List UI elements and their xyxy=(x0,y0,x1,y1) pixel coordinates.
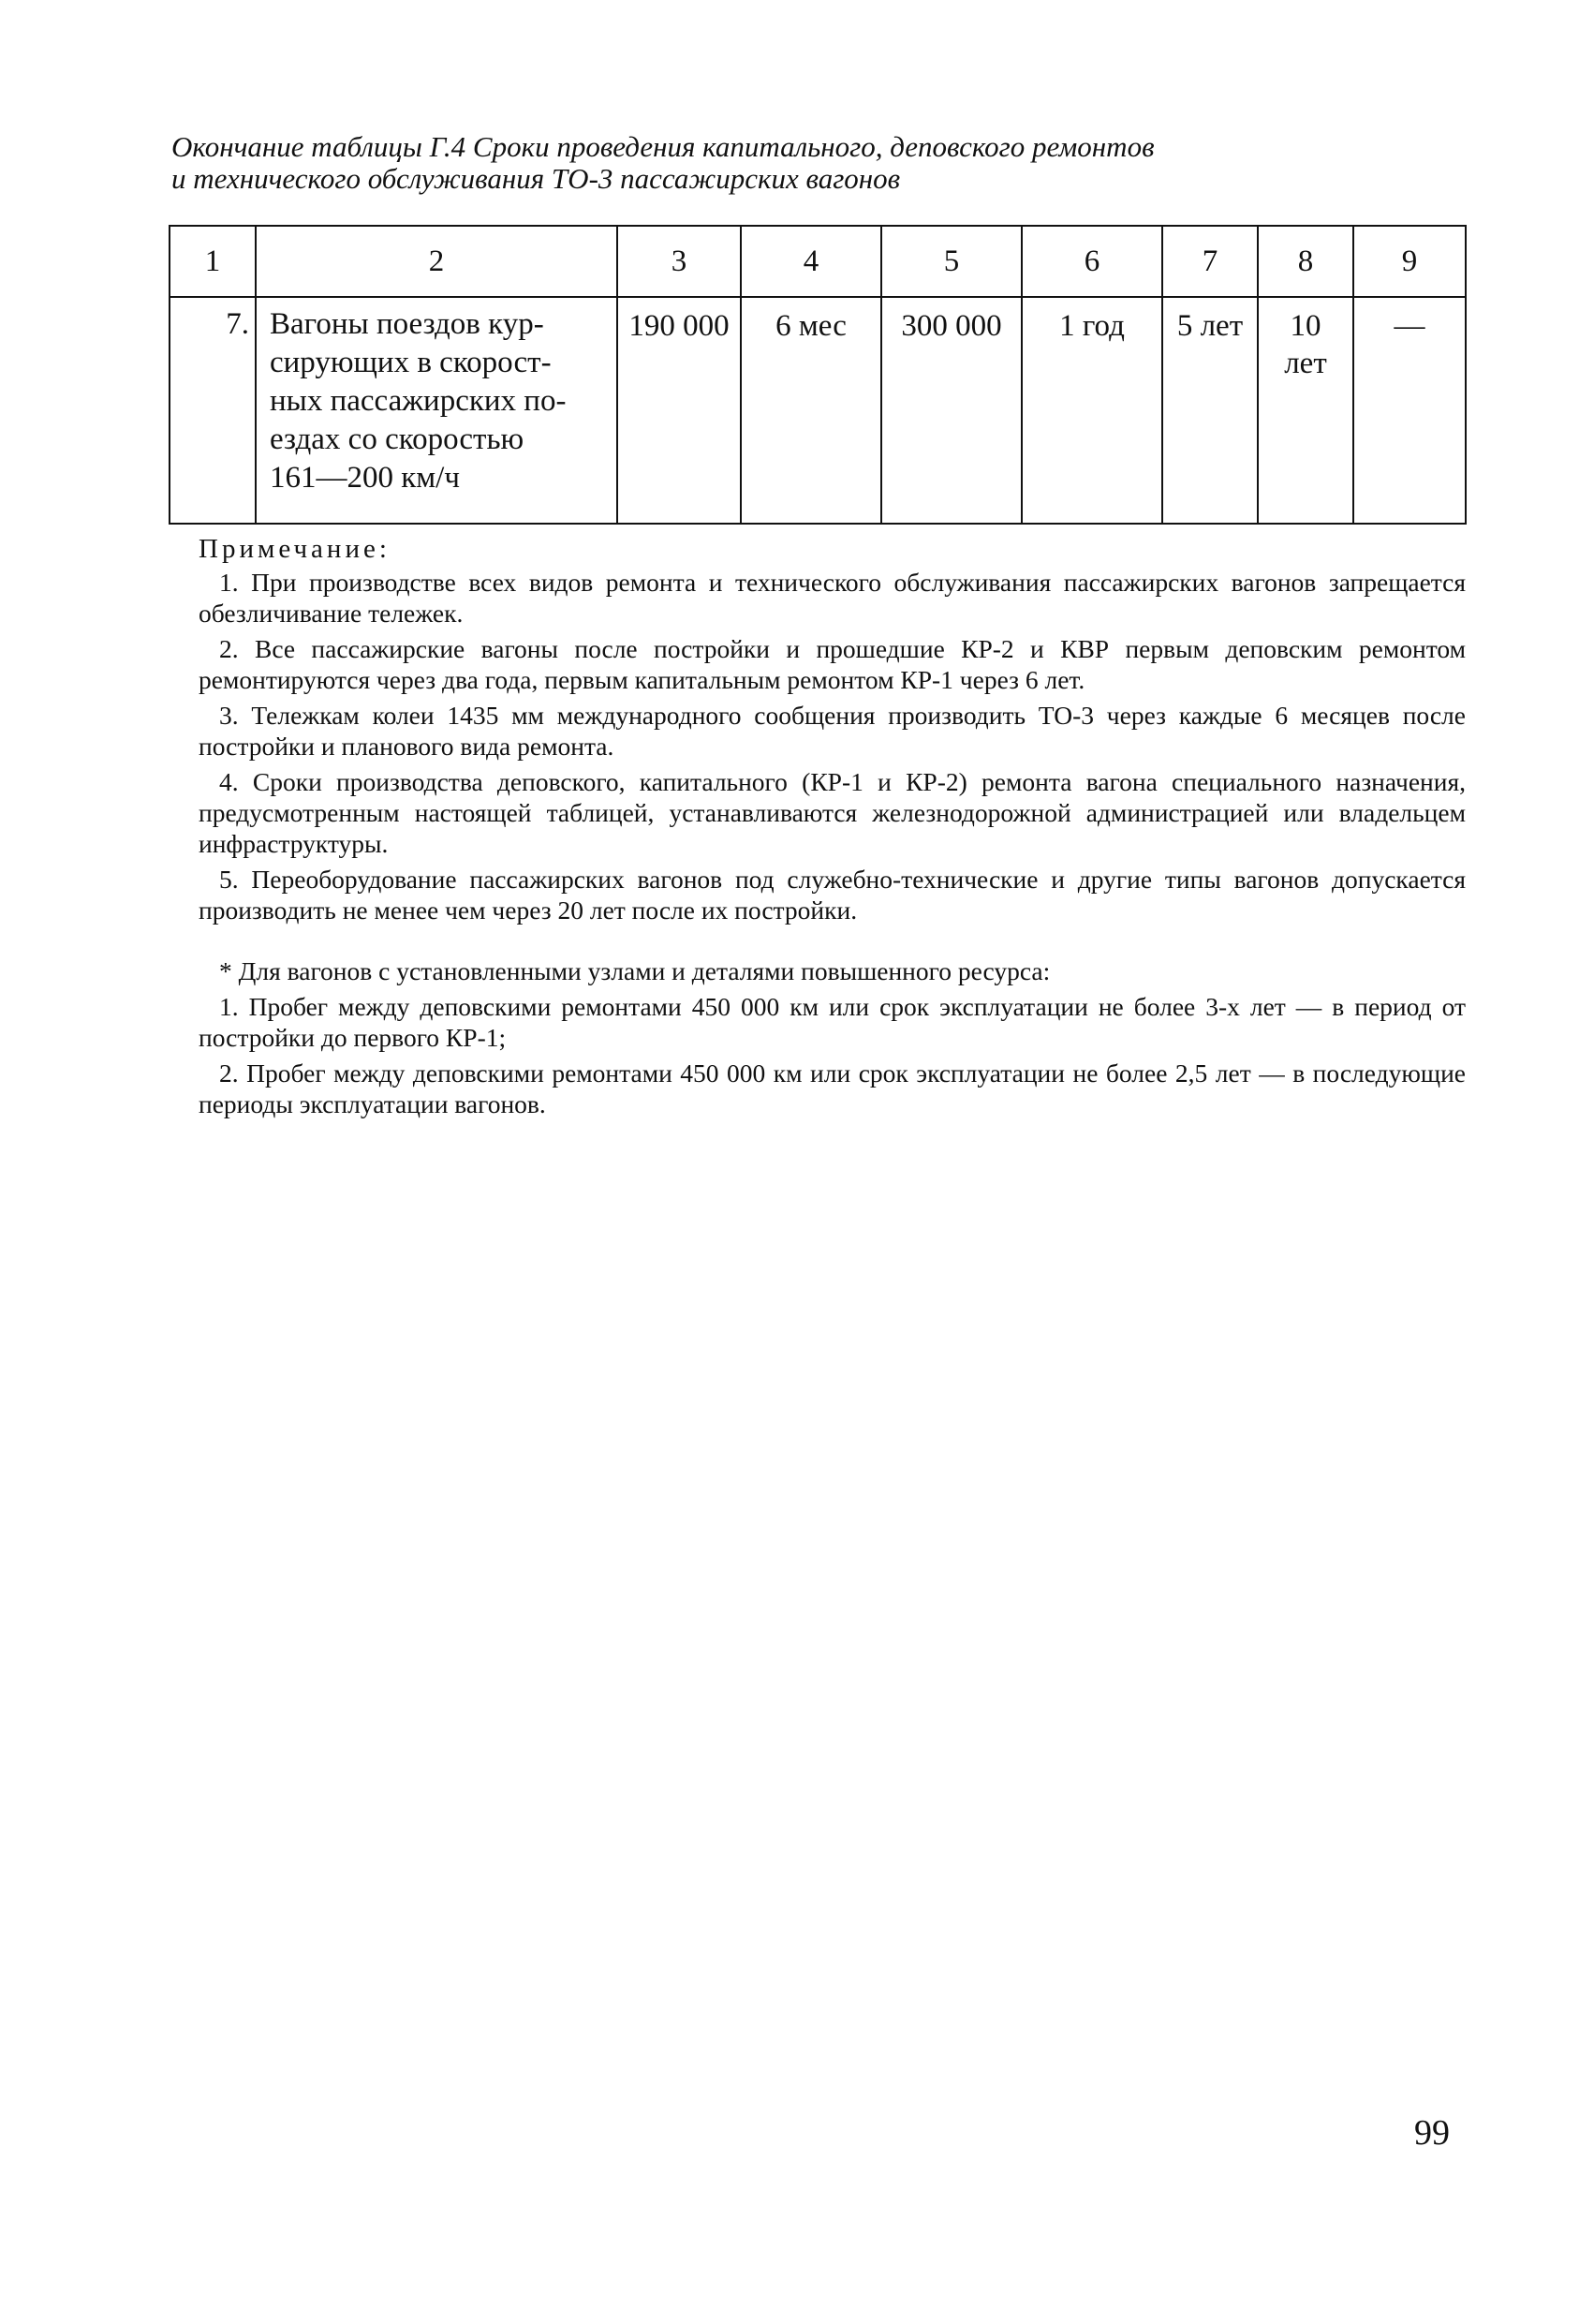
header-cell: 3 xyxy=(617,226,741,297)
cell-col-8-line-2: лет xyxy=(1284,347,1327,380)
maintenance-table xyxy=(169,225,1467,525)
header-cell: 7 xyxy=(1162,226,1258,297)
note-item: 2. Все пассажирские вагоны после постройки и прошедшие КР-2 и КВР первым деповским ремонтом ремонтируются через два года, первым капитальным ремонтом КР-1 через 6 лет. xyxy=(199,634,1466,694)
cell-col-9: — xyxy=(1353,297,1466,524)
row-description xyxy=(256,297,617,524)
cell-col-4: 6 мес xyxy=(741,297,881,524)
description-line: Вагоны поездов кур- xyxy=(270,307,544,341)
footnote-intro: * Для вагонов с установленными узлами и деталями повышенного ресурса: xyxy=(219,956,1051,985)
cell-col-7: 5 лет xyxy=(1162,297,1258,524)
notes-section xyxy=(199,534,1466,1124)
cell-col-8-line-1: 10 xyxy=(1290,309,1321,343)
footnote-item: 1. Пробег между деповскими ремонтами 450 000 км или срок эксплуатации не более 3-х лет — в период от постройки до первого КР-1; xyxy=(199,992,1466,1052)
note-item: 3. Тележкам колеи 1435 мм международного сообщения производить ТО-3 через каждые 6 месяцев после постройки и планового вида ремонта. xyxy=(199,701,1466,761)
caption-line-1: Окончание таблицы Г.4 Сроки проведения капитального, деповского ремонтов xyxy=(171,130,1155,163)
cell-col-3: 190 000 xyxy=(617,297,741,524)
header-cell: 5 xyxy=(881,226,1022,297)
notes-title: Примечание: xyxy=(199,534,391,564)
cell-col-5: 300 000 xyxy=(881,297,1022,524)
table-row xyxy=(170,297,1466,524)
note-item: 5. Переоборудование пассажирских вагонов под служебно-технические и другие типы вагонов допускается производить не менее чем через 20 лет после их постройки. xyxy=(199,865,1466,925)
header-cell: 2 xyxy=(256,226,617,297)
note-item: 4. Сроки производства деповского, капитального (КР-1 и КР-2) ремонта вагона специального назначения, предусмотренным настоящей таблицей, устанавливаются железнодорожной администрацией или владельцем инфраструктуры. xyxy=(199,767,1466,858)
table-caption xyxy=(171,131,1464,195)
note-item: 1. При производстве всех видов ремонта и технического обслуживания пассажирских вагонов запрещается обезличивание тележек. xyxy=(199,568,1466,628)
page-number: 99 xyxy=(1414,2113,1450,2153)
description-line: ездах со скоростью xyxy=(270,422,524,456)
header-cell: 1 xyxy=(170,226,256,297)
description-line: 161—200 км/ч xyxy=(270,461,460,495)
footnote-item: 2. Пробег между деповскими ремонтами 450 000 км или срок эксплуатации не более 2,5 лет — в последующие периоды эксплуатации вагонов. xyxy=(199,1058,1466,1118)
description-line: ных пассажирских по- xyxy=(270,384,567,418)
cell-col-6: 1 год xyxy=(1022,297,1162,524)
caption-line-2: и технического обслуживания ТО-3 пассажирских вагонов xyxy=(171,162,901,195)
header-cell: 9 xyxy=(1353,226,1466,297)
header-cell: 8 xyxy=(1258,226,1353,297)
header-cell: 6 xyxy=(1022,226,1162,297)
row-number: 7. xyxy=(170,297,256,524)
cell-col-8 xyxy=(1258,297,1353,524)
description-line: сирующих в скорост- xyxy=(270,346,552,379)
table-header-row xyxy=(170,226,1466,297)
header-cell: 4 xyxy=(741,226,881,297)
